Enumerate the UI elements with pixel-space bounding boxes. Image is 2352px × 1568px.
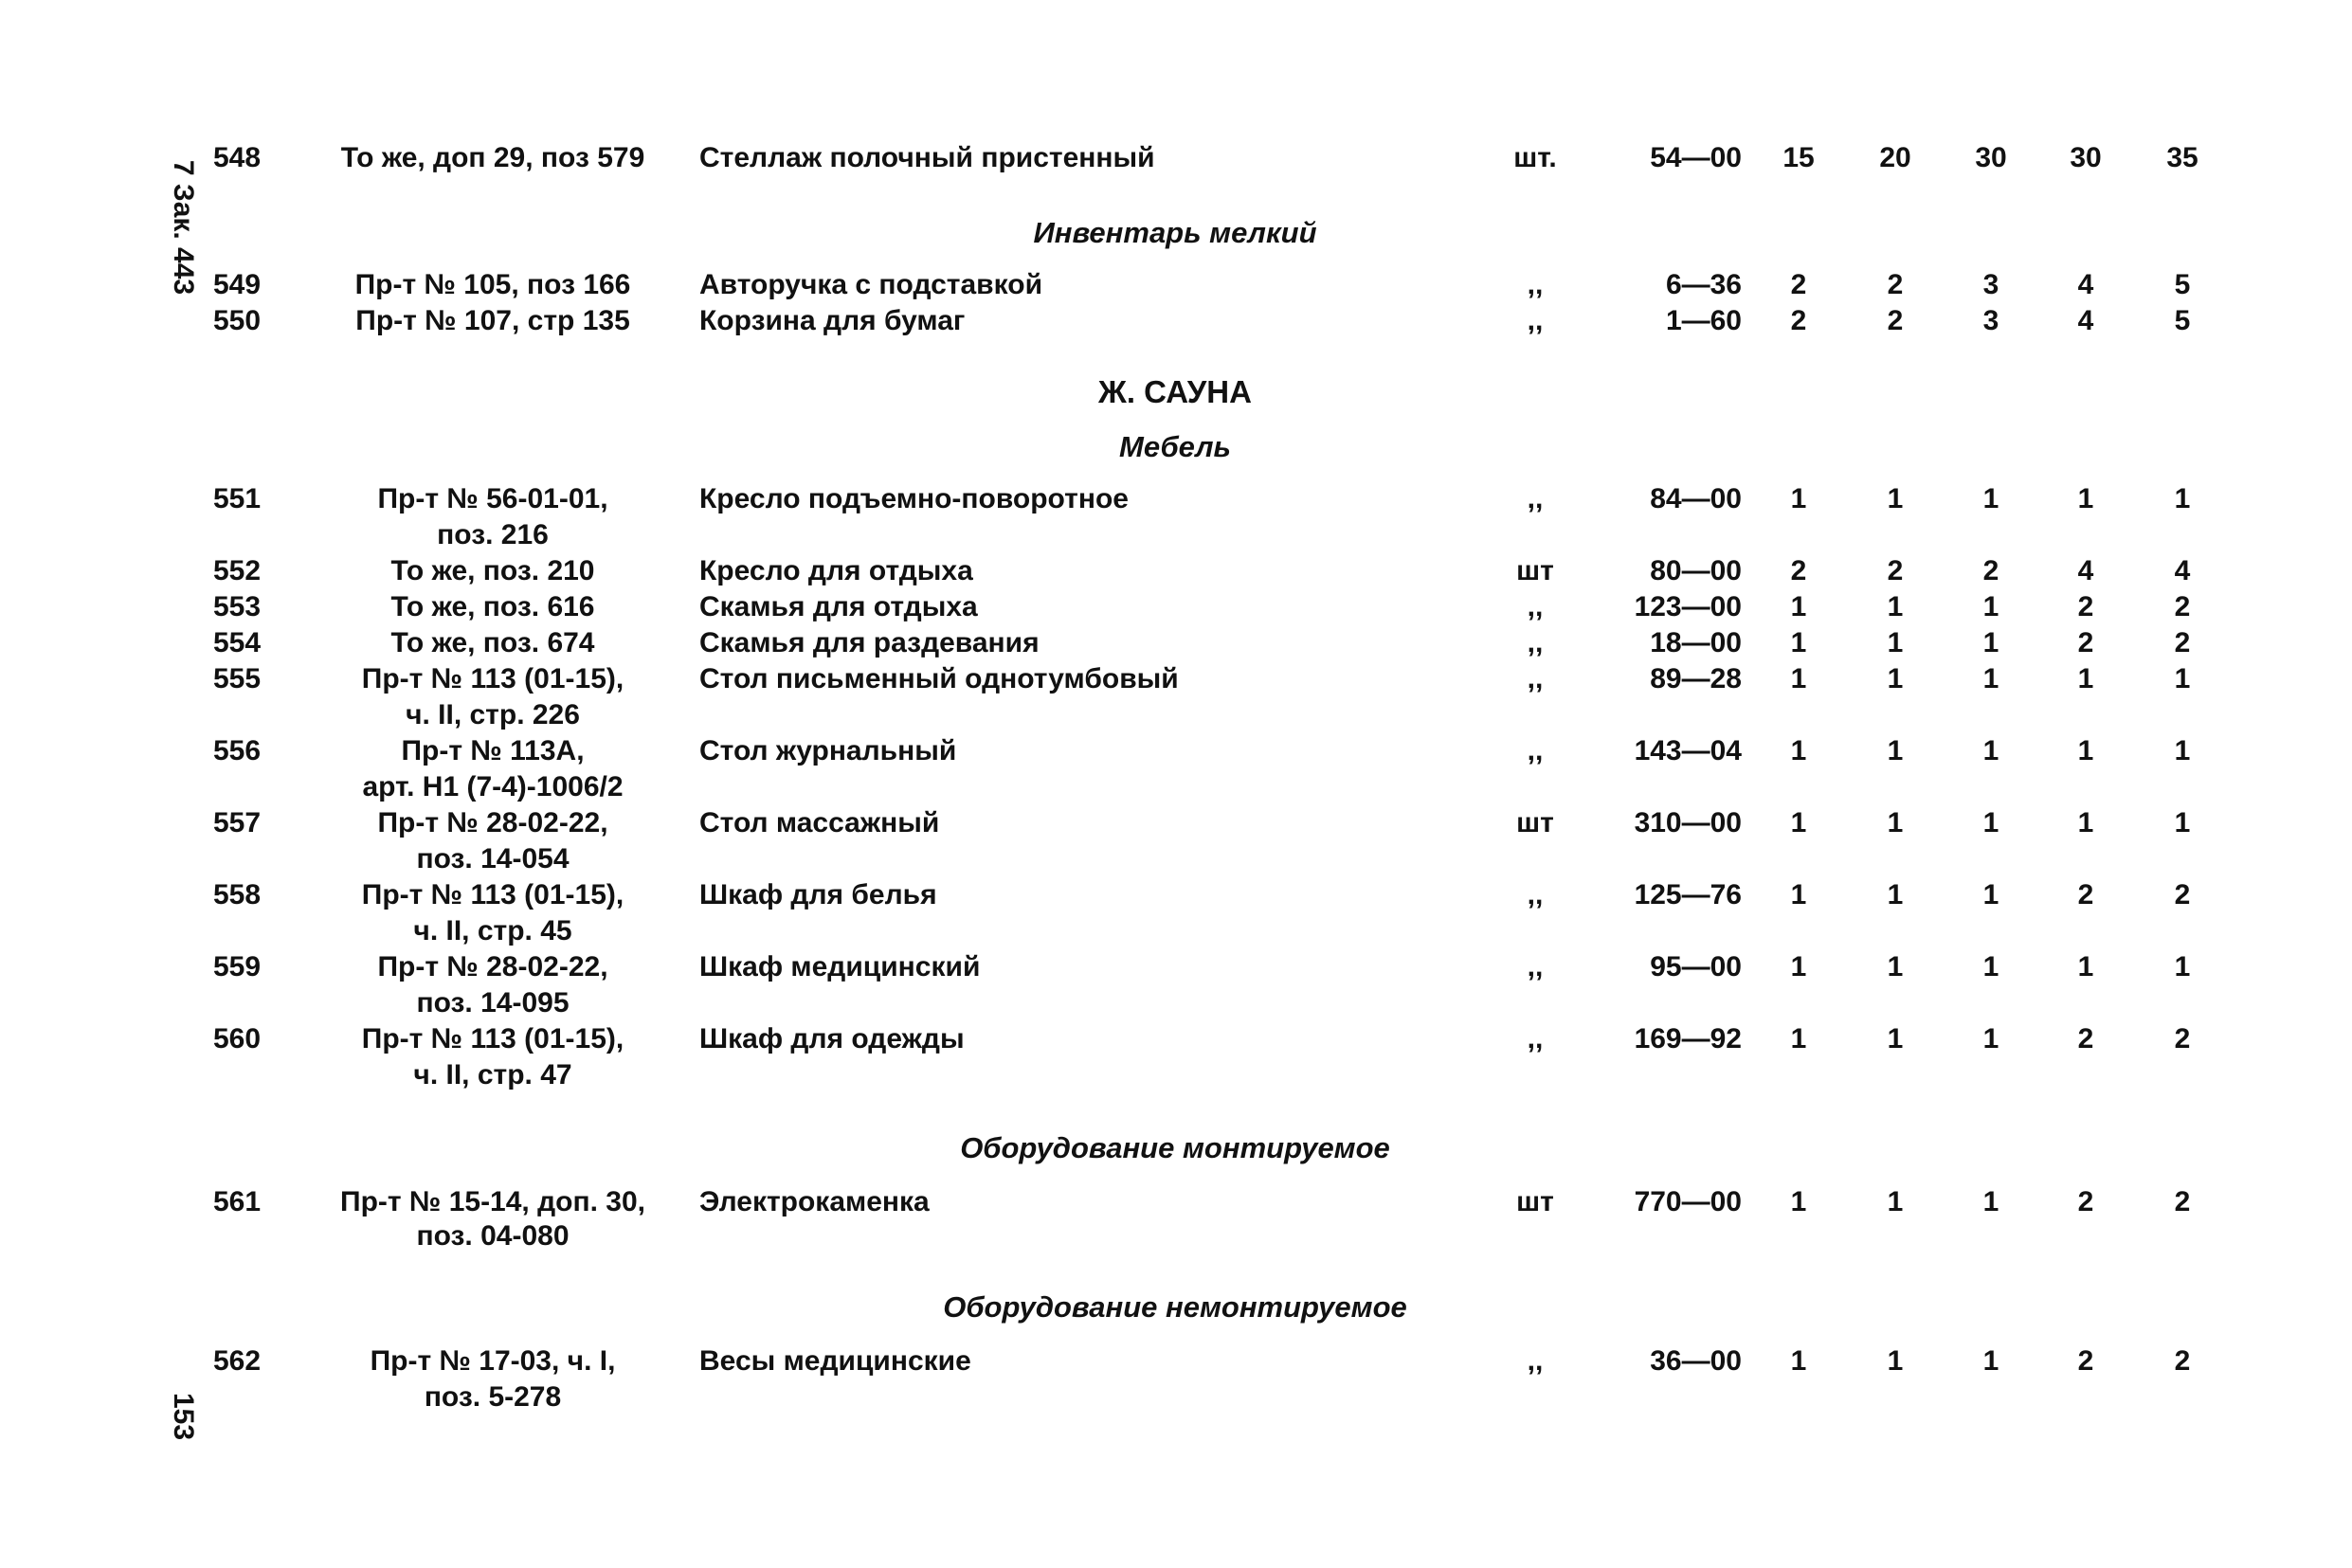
item-reference-line2: ч. II, стр. 226: [406, 699, 580, 730]
item-name: Стеллаж полочный пристенный: [699, 142, 1155, 173]
item-qty: 3: [1982, 269, 1999, 300]
item-unit: ,,: [1527, 269, 1544, 300]
item-name: Авторучка с подставкой: [699, 269, 1043, 300]
item-qty: 1: [2174, 663, 2191, 694]
item-reference: Пр-т № 17-03, ч. I,: [370, 1345, 616, 1377]
item-qty: 1: [1790, 591, 1807, 622]
table-row: [0, 267, 2352, 303]
item-number: 554: [213, 627, 262, 658]
table-row: [0, 589, 2352, 625]
subsection-heading: Оборудование немонтируемое: [943, 1290, 1407, 1324]
subsection-heading: Инвентарь мелкий: [1033, 216, 1317, 249]
item-unit: ,,: [1527, 663, 1544, 694]
item-name: Весы медицинские: [699, 1345, 971, 1377]
item-qty: 2: [1790, 555, 1807, 586]
table-row: [0, 553, 2352, 589]
item-qty: 5: [2174, 305, 2191, 336]
item-number: 556: [213, 735, 262, 766]
item-qty: 1: [1790, 735, 1807, 766]
item-unit: шт: [1516, 807, 1554, 838]
item-price: 54—00: [1650, 142, 1742, 173]
item-name: Шкаф для одежды: [699, 1023, 965, 1054]
item-name: Стол массажный: [699, 807, 940, 838]
table-row: [0, 1021, 2352, 1057]
item-qty: 1: [1887, 1023, 1904, 1054]
item-qty: 1: [1887, 627, 1904, 658]
item-qty: 35: [2166, 142, 2198, 173]
item-qty: 1: [1887, 1345, 1904, 1377]
item-qty: 2: [2077, 1023, 2094, 1054]
item-reference-line2: ч. II, стр. 47: [413, 1059, 572, 1090]
item-reference-line2: поз. 14-095: [416, 987, 570, 1018]
item-price: 310—00: [1634, 807, 1742, 838]
item-qty: 1: [2077, 807, 2094, 838]
item-price: 123—00: [1634, 591, 1742, 622]
item-reference: Пр-т № 28-02-22,: [377, 951, 608, 982]
item-reference: Пр-т № 113 (01-15),: [361, 879, 624, 910]
item-reference: То же, доп 29, поз 579: [340, 142, 645, 173]
item-qty: 1: [1790, 807, 1807, 838]
item-qty: 2: [1887, 305, 1904, 336]
item-qty: 1: [1982, 1023, 1999, 1054]
item-name: Шкаф для белья: [699, 879, 937, 910]
item-qty: 2: [2077, 1186, 2094, 1217]
item-price: 1—60: [1665, 305, 1742, 336]
item-price: 169—92: [1634, 1023, 1742, 1054]
item-qty: 1: [1887, 879, 1904, 910]
item-qty: 2: [2077, 627, 2094, 658]
item-qty: 1: [1982, 951, 1999, 982]
item-qty: 1: [1887, 807, 1904, 838]
item-name: Корзина для бумаг: [699, 305, 966, 336]
item-reference: Пр-т № 113 (01-15),: [361, 663, 624, 694]
table-row: [0, 481, 2352, 517]
item-qty: 1: [2077, 663, 2094, 694]
item-reference-line2: поз. 5-278: [424, 1381, 562, 1413]
item-qty: 20: [1879, 142, 1911, 173]
item-qty: 2: [2077, 1345, 2094, 1377]
item-qty: 1: [2174, 735, 2191, 766]
item-reference-line2: поз. 14-054: [416, 843, 570, 874]
item-reference: То же, поз. 616: [390, 591, 595, 622]
item-name: Скамья для раздевания: [699, 627, 1040, 658]
item-number: 559: [213, 951, 262, 982]
item-reference-line2: ч. II, стр. 45: [413, 915, 572, 946]
item-reference: Пр-т № 113 (01-15),: [361, 1023, 624, 1054]
item-name: Кресло для отдыха: [699, 555, 973, 586]
subsection-heading: Мебель: [1119, 430, 1231, 463]
item-qty: 2: [2077, 879, 2094, 910]
item-qty: 1: [1790, 1023, 1807, 1054]
item-qty: 1: [2174, 951, 2191, 982]
item-number: 562: [213, 1345, 262, 1377]
table-row: [0, 661, 2352, 697]
item-unit: ,,: [1527, 483, 1544, 514]
item-qty: 1: [1790, 1186, 1807, 1217]
item-qty: 1: [2174, 807, 2191, 838]
subsection-heading: Оборудование монтируемое: [960, 1131, 1390, 1164]
item-qty: 1: [1982, 483, 1999, 514]
item-qty: 3: [1982, 305, 1999, 336]
item-qty: 1: [1982, 591, 1999, 622]
item-price: 6—36: [1665, 269, 1742, 300]
item-unit: ,,: [1527, 1023, 1544, 1054]
table-row-continuation: [0, 769, 2352, 805]
item-qty: 1: [1887, 735, 1904, 766]
item-unit: ,,: [1527, 1345, 1544, 1377]
item-reference: Пр-т № 113А,: [401, 735, 585, 766]
table-row: [0, 625, 2352, 661]
table-row: [0, 1184, 2352, 1220]
item-qty: 30: [1975, 142, 2007, 173]
item-qty: 1: [1982, 1345, 1999, 1377]
item-reference: Пр-т № 15-14, доп. 30,: [340, 1186, 645, 1217]
item-qty: 1: [1790, 1345, 1807, 1377]
page-number: 153: [168, 1392, 199, 1441]
item-name: Электрокаменка: [699, 1186, 930, 1217]
item-number: 558: [213, 879, 262, 910]
item-unit: шт: [1516, 1186, 1554, 1217]
table-row-continuation: [0, 1379, 2352, 1415]
item-qty: 1: [1982, 663, 1999, 694]
table-row-continuation: [0, 1218, 2352, 1254]
item-number: 557: [213, 807, 262, 838]
item-qty: 5: [2174, 269, 2191, 300]
table-row-continuation: [0, 517, 2352, 553]
item-qty: 2: [1887, 269, 1904, 300]
item-qty: 1: [2077, 735, 2094, 766]
table-row-continuation: [0, 913, 2352, 949]
item-qty: 1: [1790, 663, 1807, 694]
table-row: [0, 733, 2352, 769]
item-qty: 1: [1982, 1186, 1999, 1217]
item-reference: Пр-т № 107, стр 135: [355, 305, 630, 336]
item-reference-line2: поз. 216: [437, 519, 549, 550]
item-reference: То же, поз. 210: [390, 555, 595, 586]
item-number: 555: [213, 663, 262, 694]
item-qty: 2: [1982, 555, 1999, 586]
item-qty: 2: [2174, 1023, 2191, 1054]
item-qty: 1: [2174, 483, 2191, 514]
item-qty: 2: [2174, 627, 2191, 658]
table-row-continuation: [0, 1057, 2352, 1093]
item-price: 770—00: [1634, 1186, 1742, 1217]
item-number: 553: [213, 591, 262, 622]
item-price: 95—00: [1650, 951, 1742, 982]
item-number: 548: [213, 142, 262, 173]
item-qty: 2: [2174, 879, 2191, 910]
item-qty: 2: [1790, 305, 1807, 336]
item-price: 125—76: [1634, 879, 1742, 910]
section-title: Ж. САУНА: [1098, 374, 1252, 409]
item-unit: шт.: [1513, 142, 1557, 173]
item-unit: ,,: [1527, 951, 1544, 982]
item-name: Стол журнальный: [699, 735, 957, 766]
item-qty: 4: [2077, 305, 2094, 336]
item-number: 549: [213, 269, 262, 300]
item-name: Шкаф медицинский: [699, 951, 981, 982]
item-qty: 1: [1887, 591, 1904, 622]
item-qty: 1: [1790, 879, 1807, 910]
item-qty: 1: [1982, 627, 1999, 658]
item-price: 80—00: [1650, 555, 1742, 586]
item-qty: 2: [2174, 1186, 2191, 1217]
item-unit: ,,: [1527, 627, 1544, 658]
table-row: [0, 140, 2352, 176]
item-qty: 2: [2174, 1345, 2191, 1377]
item-price: 143—04: [1634, 735, 1742, 766]
item-qty: 1: [2077, 483, 2094, 514]
item-qty: 1: [1982, 735, 1999, 766]
table-row: [0, 1343, 2352, 1379]
item-reference: Пр-т № 28-02-22,: [377, 807, 608, 838]
item-qty: 1: [1982, 807, 1999, 838]
item-qty: 2: [2077, 591, 2094, 622]
item-qty: 4: [2077, 555, 2094, 586]
item-number: 550: [213, 305, 262, 336]
item-qty: 2: [1790, 269, 1807, 300]
item-qty: 30: [2070, 142, 2102, 173]
item-qty: 1: [1982, 879, 1999, 910]
table-row: [0, 877, 2352, 913]
item-qty: 2: [1887, 555, 1904, 586]
item-qty: 1: [1887, 663, 1904, 694]
item-reference-line2: арт. Н1 (7-4)-1006/2: [362, 771, 624, 802]
margin-note: 7 Зак. 443: [168, 159, 199, 296]
item-qty: 1: [1790, 951, 1807, 982]
item-price: 18—00: [1650, 627, 1742, 658]
item-qty: 4: [2174, 555, 2191, 586]
item-number: 551: [213, 483, 262, 514]
table-row: [0, 949, 2352, 985]
item-reference: Пр-т № 56-01-01,: [377, 483, 608, 514]
table-row: [0, 303, 2352, 339]
item-qty: 1: [1887, 483, 1904, 514]
item-name: Стол письменный однотумбовый: [699, 663, 1179, 694]
item-unit: ,,: [1527, 735, 1544, 766]
item-reference-line2: поз. 04-080: [416, 1220, 570, 1252]
table-row-continuation: [0, 841, 2352, 877]
item-reference: То же, поз. 674: [390, 627, 595, 658]
item-qty: 1: [1887, 1186, 1904, 1217]
item-name: Скамья для отдыха: [699, 591, 978, 622]
item-qty: 1: [1790, 483, 1807, 514]
item-number: 560: [213, 1023, 262, 1054]
item-qty: 4: [2077, 269, 2094, 300]
item-price: 89—28: [1650, 663, 1742, 694]
item-number: 552: [213, 555, 262, 586]
item-unit: ,,: [1527, 591, 1544, 622]
item-unit: шт: [1516, 555, 1554, 586]
item-number: 561: [213, 1186, 262, 1217]
item-name: Кресло подъемно-поворотное: [699, 483, 1129, 514]
item-unit: ,,: [1527, 305, 1544, 336]
item-qty: 2: [2174, 591, 2191, 622]
item-price: 84—00: [1650, 483, 1742, 514]
item-qty: 1: [1887, 951, 1904, 982]
item-unit: ,,: [1527, 879, 1544, 910]
table-row-continuation: [0, 985, 2352, 1021]
item-qty: 1: [1790, 627, 1807, 658]
item-qty: 15: [1782, 142, 1815, 173]
table-row: [0, 805, 2352, 841]
item-qty: 1: [2077, 951, 2094, 982]
table-row-continuation: [0, 697, 2352, 733]
item-reference: Пр-т № 105, поз 166: [354, 269, 631, 300]
item-price: 36—00: [1650, 1345, 1742, 1377]
